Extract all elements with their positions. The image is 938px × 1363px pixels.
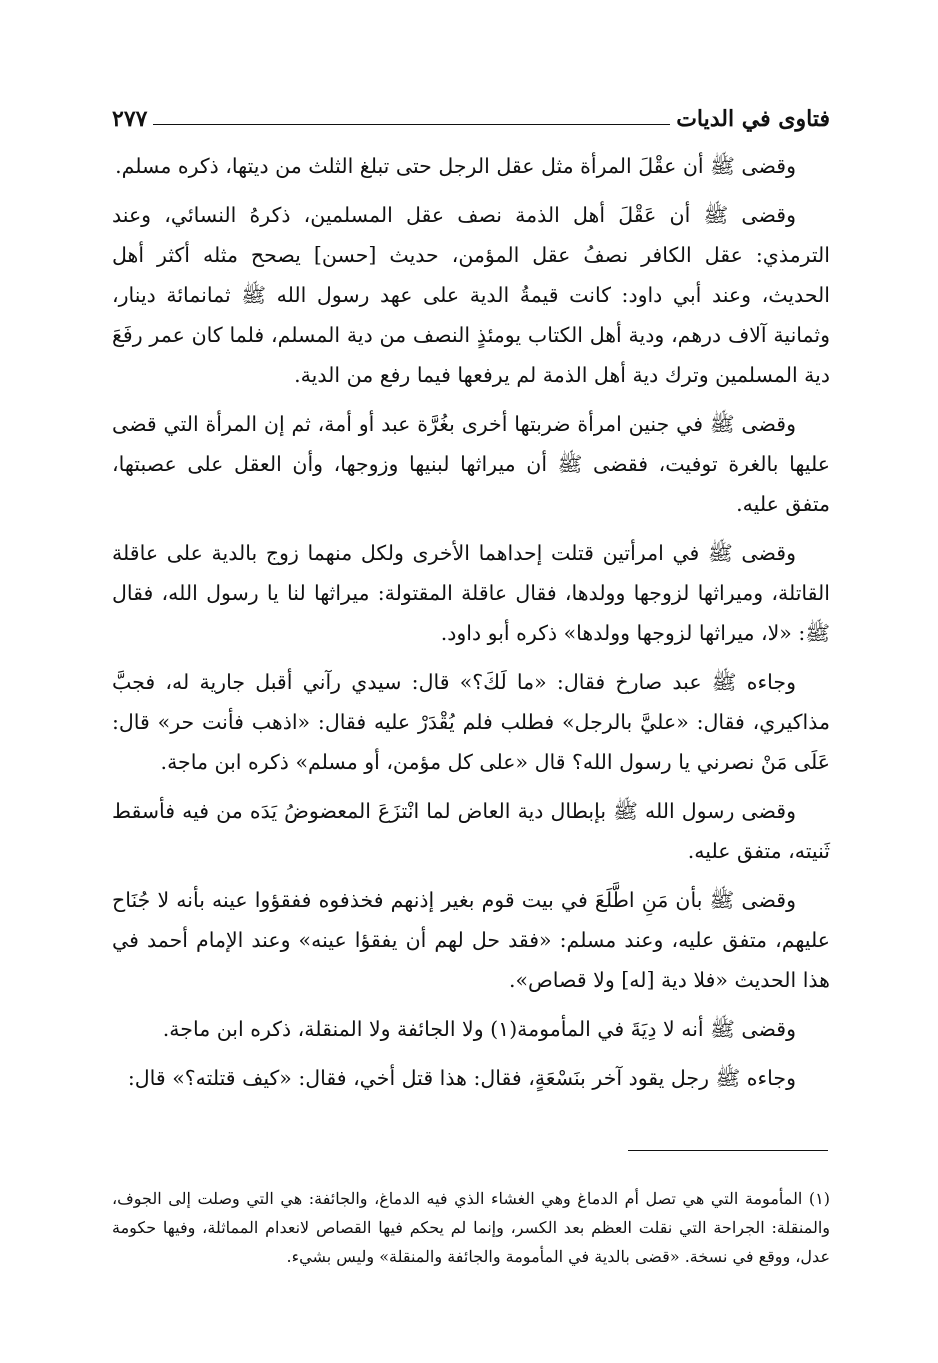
header-rule [153,124,670,125]
main-text [112,146,830,1107]
chapter-title: فتاوى في الديات [676,106,830,132]
paragraph: وقضى ﷺ أن عَقْلَ أهل الذمة نصف عقل المسلمين، ذكرهُ النسائي، وعند الترمذي: عقل الكافر نصفُ عقل المؤمن، حديث [حسن] يصحح مثله أكثر أهل الحديث، وعند أبي داود: كانت قيمةُ الدية على عهد رسول الله ﷺ ثمانمائة دينار، وثمانية آلاف درهم، ودية أهل الكتاب يومئذٍ النصف من دية المسلم، فلما كان عمر رفَعَ دية المسلمين وترك دية أهل الذمة لم يرفعها فيما رفع من الدية. [112,203,830,387]
page-number: ٢٧٧ [112,106,148,132]
footnote-separator [628,1150,828,1151]
paragraph: وجاءه ﷺ رجل يقود آخر بنَسْعَةٍ، فقال: هذا قتل أخي، فقال: «كيف قتلته؟» قال: [127,1066,796,1090]
paragraph: وقضى ﷺ في امرأتين قتلت إحداهما الأخرى ولكل منهما زوج بالدية على عاقلة القاتلة، وميراثها لزوجها وولدها، فقال عاقلة المقتولة: ميراثها لنا يا رسول الله، فقال ﷺ: «لا، ميراثها لزوجها وولدها» ذكره أبو داود. [112,541,830,645]
running-header [112,96,830,132]
paragraph: وقضى ﷺ أن عقْلَ المرأة مثل عقل الرجل حتى تبلغ الثلث من ديتها، ذكره مسلم. [115,154,796,178]
footnote: (١) المأمومة التي هي تصل أم الدماغ وهي الغشاء الذي فيه الدماغ، والجائفة: هي التي وصلت إلى الجوف، والمنقلة: الجراحة التي نقلت العظم بعد الكسر، وإنما لم يحكم فيها القصاص لانعدام المماثلة، وفيها حكومة عدل، ووقع في نسخة. «قضى بالدية في المأمومة والجائفة والمنقلة» وليس بشيء. [112,1189,830,1266]
paragraph: وجاءه ﷺ عبد صارخ فقال: «ما لَكَ؟» قال: سيدي رآني أقبل جارية له، فجبَّ مذاكيري، فقال: «عليَّ بالرجل» فطلب فلم يُقْدَرْ عليه فقال: «اذهب فأنت حر» قال: عَلَى مَنْ نصرني يا رسول الله؟ قال «على كل مؤمن، أو مسلم» ذكره ابن ماجة. [112,670,830,774]
paragraph: وقضى ﷺ في جنين امرأة ضربتها أخرى بغُرَّة عبد أو أمة، ثم إن المرأة التي قضى عليها بالغرة توفيت، فقضى ﷺ أن ميراثها لبنيها وزوجها، وأن العقل على عصبتها، متفق عليه. [112,412,830,516]
paragraph: وقضى ﷺ أنه لا دِيَةَ في المأمومة(١) ولا الجائفة ولا المنقلة، ذكره ابن ماجة. [162,1017,796,1041]
paragraph: وقضى رسول الله ﷺ بإبطال دية العاض لما انْتزَعَ المعضوضُ يَدَه من فيه فأسقط ثَنيته، متفق عليه. [112,799,830,863]
paragraph: وقضى ﷺ بأن مَنِ اطَّلَعَ في بيت قوم بغير إذنهم فخذفوه ففقؤوا عينه بأنه لا جُنَاح عليهم، متفق عليه، وعند مسلم: «فقد حل لهم أن يفقؤا عينه» وعند الإمام أحمد في هذا الحديث «فلا دية [له] ولا قصاص». [112,888,830,992]
